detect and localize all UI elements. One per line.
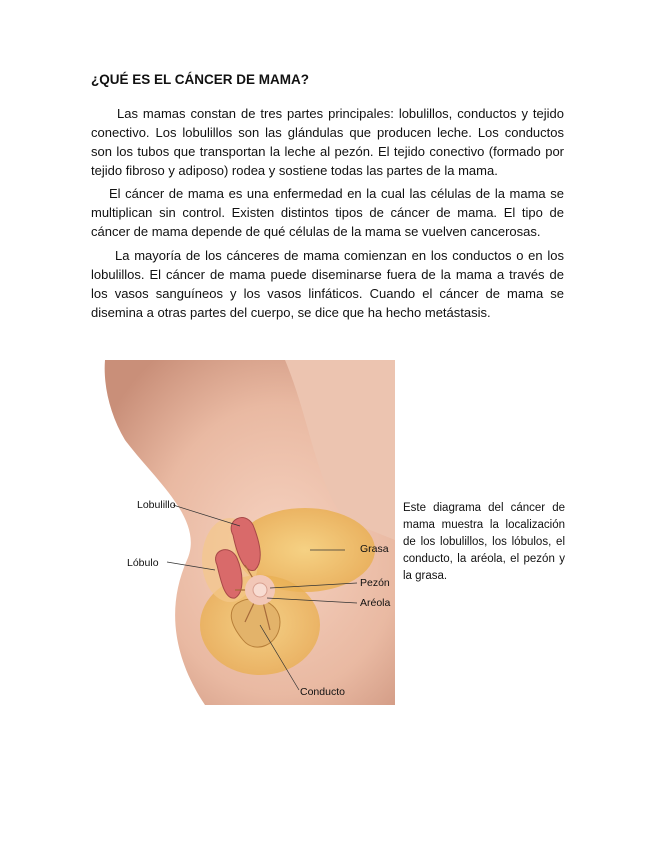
paragraph-breast-parts: Las mamas constan de tres partes principales: lobulillos, conductos y tejido conectivo. Los lobulillos son las glándulas que producen leche. Los conductos son los tubos que transportan la leche al pezón. El tejido conectivo (formado por tejido fibroso y adiposo) rodea y sostiene todas las partes de la mama.	[91, 106, 564, 178]
label-pezon: Pezón	[360, 577, 390, 589]
paragraph-definition: El cáncer de mama es una enfermedad en la cual las células de la mama se multiplican sin control. Existen distintos tipos de cáncer de mama. El tipo de cáncer de mama depende de qué células de la mama se vuelven cancerosas.	[91, 186, 564, 239]
nipple	[253, 583, 267, 597]
label-grasa: Grasa	[360, 543, 389, 555]
breast-anatomy-diagram	[95, 360, 395, 705]
label-conducto: Conducto	[300, 686, 345, 698]
label-areola: Aréola	[360, 597, 391, 609]
page-heading: ¿QUÉ ES EL CÁNCER DE MAMA?	[91, 72, 310, 87]
label-lobulillo: Lobulillo	[137, 499, 176, 511]
diagram-caption: Este diagrama del cáncer de mama muestra la localización de los lobulillos, los lóbulos, el conducto, la aréola, el pezón y la grasa.	[403, 502, 565, 582]
label-lobulo: Lóbulo	[127, 557, 159, 569]
paragraph-spread: La mayoría de los cánceres de mama comienzan en los conductos o en los lobulillos. El cáncer de mama puede diseminarse fuera de la mama a través de los vasos sanguíneos y los vasos linfáticos. Cuando el cáncer de mama se disemina a otras partes del cuerpo, se dice que ha hecho metástasis.	[91, 248, 564, 320]
